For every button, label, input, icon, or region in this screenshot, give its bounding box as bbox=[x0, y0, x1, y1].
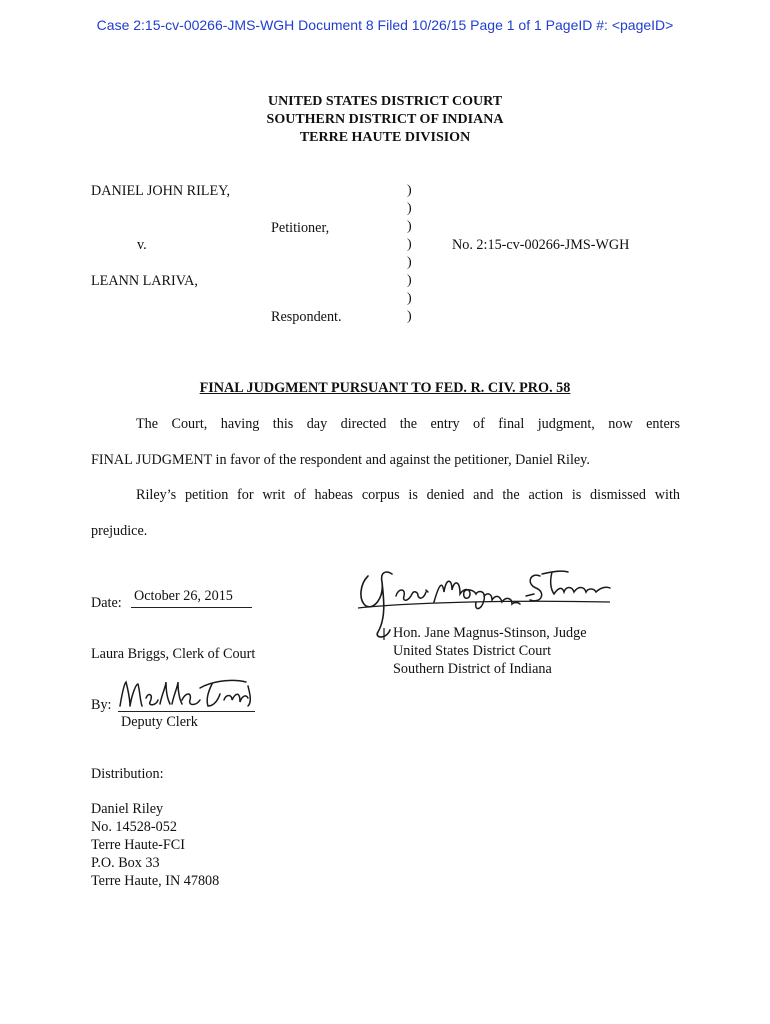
deputy-clerk-title: Deputy Clerk bbox=[121, 714, 198, 730]
court-division: TERRE HAUTE DIVISION bbox=[299, 130, 471, 145]
respondent-name: LEANN LARIVA, bbox=[91, 273, 198, 289]
court-district: SOUTHERN DISTRICT OF INDIANA bbox=[266, 112, 504, 127]
judge-court: United States District Court bbox=[393, 643, 552, 659]
petitioner-name: DANIEL JOHN RILEY, bbox=[91, 183, 231, 199]
distribution-line: P.O. Box 33 bbox=[91, 855, 160, 871]
distribution-line: Daniel Riley bbox=[91, 801, 164, 817]
clerk-signature bbox=[116, 676, 258, 714]
case-header-stamp: Case 2:15-cv-00266-JMS-WGH Document 8 Filed 10/26/15 Page 1 of 1 PageID #: <pageID> bbox=[96, 17, 674, 33]
caption-paren: ) bbox=[407, 291, 412, 306]
caption-paren: ) bbox=[407, 309, 412, 324]
body-para1-line2: FINAL JUDGMENT in favor of the respondent and against the petitioner, Daniel Riley. bbox=[91, 452, 590, 468]
clerk-signature-line bbox=[118, 711, 255, 712]
clerk-of-court: Laura Briggs, Clerk of Court bbox=[91, 646, 256, 662]
date-label: Date: bbox=[91, 595, 122, 611]
distribution-label: Distribution: bbox=[91, 766, 164, 782]
judge-district: Southern District of Indiana bbox=[393, 661, 552, 677]
date-value: October 26, 2015 bbox=[134, 588, 233, 604]
versus-label: v. bbox=[137, 237, 147, 253]
court-name: UNITED STATES DISTRICT COURT bbox=[267, 94, 503, 109]
body-para1-line1: The Court, having this day directed the entry of final judgment, now enters bbox=[136, 416, 680, 432]
case-number: No. 2:15-cv-00266-JMS-WGH bbox=[452, 237, 630, 253]
judge-name: Hon. Jane Magnus-Stinson, Judge bbox=[393, 625, 587, 641]
date-underline bbox=[131, 607, 252, 608]
caption-paren: ) bbox=[407, 273, 412, 288]
caption-paren: ) bbox=[407, 237, 412, 252]
distribution-line: Terre Haute-FCI bbox=[91, 837, 185, 853]
respondent-role: Respondent. bbox=[271, 309, 342, 325]
caption-paren: ) bbox=[407, 255, 412, 270]
petitioner-role: Petitioner, bbox=[271, 220, 330, 236]
body-para2-line2: prejudice. bbox=[91, 523, 148, 539]
document-title: FINAL JUDGMENT PURSUANT TO FED. R. CIV. PRO. 58 bbox=[199, 380, 571, 396]
distribution-line: Terre Haute, IN 47808 bbox=[91, 873, 220, 889]
caption-paren: ) bbox=[407, 201, 412, 216]
caption-paren: ) bbox=[407, 219, 412, 234]
caption-paren: ) bbox=[407, 183, 412, 198]
body-para2-line1: Riley’s petition for writ of habeas corpus is denied and the action is dismissed with bbox=[136, 487, 680, 503]
distribution-line: No. 14528-052 bbox=[91, 819, 177, 835]
by-label: By: bbox=[91, 697, 112, 713]
